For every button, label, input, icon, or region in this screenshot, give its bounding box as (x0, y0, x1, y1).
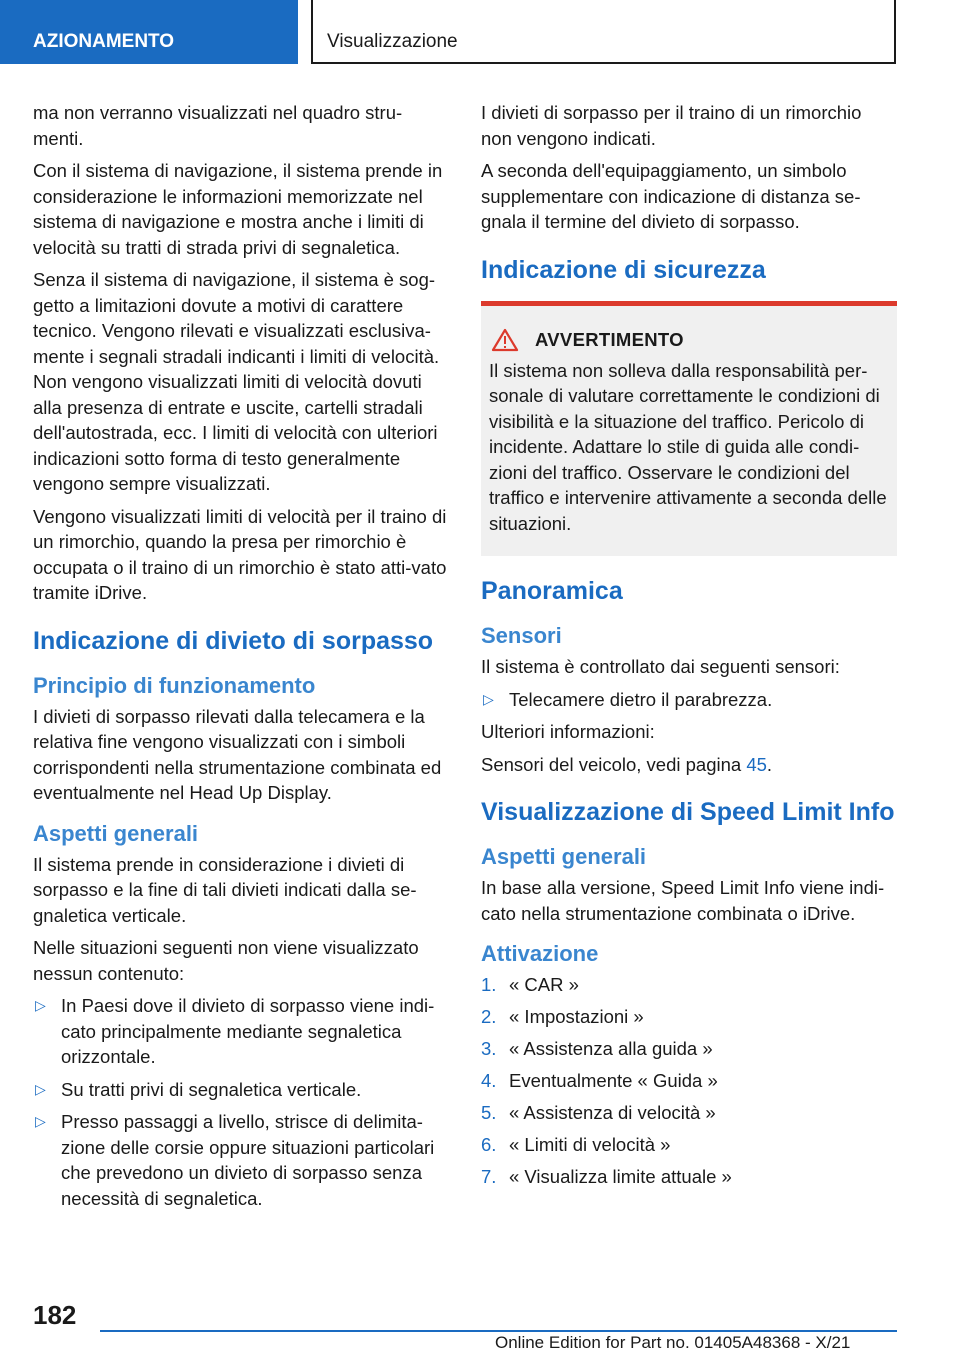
list-item: ▷ Telecamere dietro il parabrezza. (481, 687, 897, 713)
paragraph: Ulteriori informazioni: (481, 721, 655, 742)
paragraph: Nelle situazioni seguenti non viene visualizzato nessun contenuto: (33, 937, 419, 984)
page-number: 182 (33, 1300, 77, 1330)
paragraph: Con il sistema di navigazione, il sistema prende in considerazione le informazioni memorizzate nel sistema di navigazione e mostra anche i limiti di velocità su tratti di strada privi di segnaletica. (33, 160, 443, 258)
paragraph: Sensori del veicolo, vedi pagina 45. (481, 753, 773, 775)
heading-divieto: Indicazione di divieto di sorpasso (33, 626, 434, 655)
edition-footer: Online Edition for Part no. 01405A48368 - X/21 (495, 1333, 851, 1352)
chapter-tab: AZIONAMENTO (0, 0, 298, 64)
activation-steps (481, 972, 897, 1190)
page-link[interactable]: 45 (746, 753, 767, 775)
paragraph: ma non verranno visualizzati nel quadro stru-menti. (33, 102, 403, 149)
paragraph: I divieti di sorpasso per il traino di un rimorchio non vengono indicati. (481, 102, 862, 149)
right-column (481, 100, 897, 1196)
list-item: ▷ In Paesi dove il divieto di sorpasso viene indi-cato principalmente mediante segnaletica orizzontale. (35, 995, 435, 1067)
heading-sicurezza: Indicazione di sicurezza (481, 255, 766, 284)
list-item: ▷ Presso passaggi a livello, strisce di delimita-zione delle corsie oppure situazioni particolari che prevedono un divieto di sorpasso senza necessità di segnaletica. (35, 1111, 435, 1209)
step-item: 4. Eventualmente « Guida » (481, 1070, 718, 1091)
heading-principio: Principio di funzionamento (33, 672, 316, 698)
heading-speed-limit: Visualizzazione di Speed Limit Info (481, 798, 895, 826)
paragraph: Senza il sistema di navigazione, il sistema è sog-getto a limitazioni dovute a motivi di carattere tecnico. Vengono rilevati e visualizzati esclusiva-mente i segnali stradali indicanti i limiti di velocità. Non vengono visualizzati limiti di velocità dovuti alla presenza di entrate e uscite, cartelli stradali dell'autostrada, ecc. I limiti di velocità con ulteriori indicazioni sotto forma di testo generalmente vengono sempre visualizzati. (33, 269, 440, 494)
triangle-bullet-icon: ▷ (35, 997, 46, 1013)
heading-attivazione: Attivazione (481, 941, 599, 966)
paragraph: Il sistema prende in considerazione i divieti di sorpasso e la fine di tali divieti indicati dalla se-gnaletica verticale. (33, 853, 417, 926)
step-item: 3. « Assistenza alla guida » (481, 1038, 713, 1059)
step-item: 5. « Assistenza di velocità » (481, 1102, 716, 1123)
step-item: 1. « CAR » (481, 974, 579, 995)
paragraph: I divieti di sorpasso rilevati dalla telecamera e la relativa fine vengono visualizzati con i simboli corrispondenti nella strumentazione combinata ed eventualmente nel Head Up Display. (33, 705, 442, 803)
situations-list (33, 993, 449, 1211)
warning-title: AVVERTIMENTO (535, 328, 684, 350)
step-item: 6. « Limiti di velocità » (481, 1134, 671, 1155)
heading-aspetti: Aspetti generali (481, 844, 647, 869)
paragraph: Il sistema è controllato dai seguenti sensori: (481, 656, 840, 677)
step-item: 2. « Impostazioni » (481, 1006, 644, 1027)
paragraph: In base alla versione, Speed Limit Info viene indi-cato nella strumentazione combinata o iDrive. (481, 877, 885, 924)
left-column (33, 100, 449, 1218)
warning-box (481, 301, 897, 557)
heading-aspetti: Aspetti generali (33, 820, 199, 846)
sensor-list (481, 687, 897, 713)
triangle-bullet-icon: ▷ (35, 1080, 46, 1097)
paragraph: A seconda dell'equipaggiamento, un simbolo supplementare con indicazione di distanza se-gnala il termine del divieto di sorpasso. (481, 160, 861, 232)
warning-text: Il sistema non solleva dalla responsabilità per-sonale di valutare correttamente le condizioni di visibilità e la situazione del traffico. Pericolo di incidente. Adattare lo stile di guida alle condi-zioni del traffico. Osservare le condizioni del traffico e intervenire attivamente a seconda delle situazioni. (489, 359, 887, 534)
heading-sensori: Sensori (481, 623, 562, 648)
triangle-bullet-icon: ▷ (483, 690, 494, 707)
footer-divider (100, 1330, 897, 1332)
section-title: Visualizzazione (311, 0, 896, 64)
warning-triangle-icon (491, 328, 519, 352)
heading-panoramica: Panoramica (481, 577, 623, 605)
step-item: 7. « Visualizza limite attuale » (481, 1166, 732, 1187)
paragraph: Vengono visualizzati limiti di velocità per il traino di un rimorchio, quando la presa per rimorchio è occupata o il traino di un rimorchio è stato atti-vato tramite iDrive. (33, 505, 447, 603)
list-item: ▷ Su tratti privi di segnaletica verticale. (33, 1077, 449, 1103)
triangle-bullet-icon: ▷ (35, 1113, 46, 1129)
